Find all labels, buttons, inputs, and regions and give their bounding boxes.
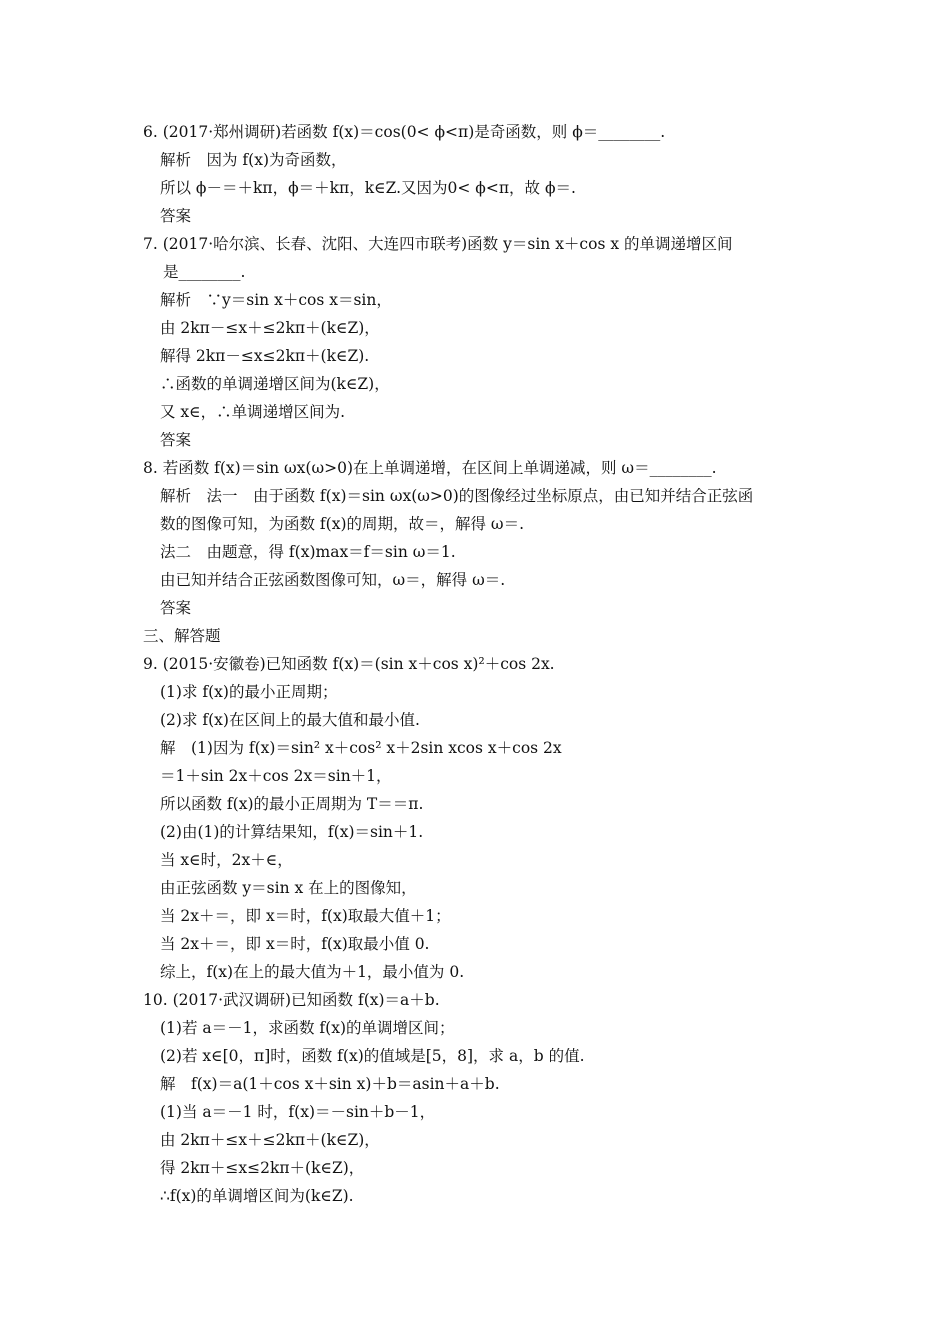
problem-10-part-1: (1)若 a＝－1，求函数 f(x)的单调增区间； — [160, 1019, 455, 1037]
problem-8-analysis: 解析 法一 由于函数 f(x)＝sin ωx(ω>0)的图像经过坐标原点，由已知并结合正弦函 — [160, 487, 754, 505]
problem-9-solution-step-7: 当 2x＋＝，即 x＝时，f(x)取最小值 0. — [160, 935, 430, 953]
problem-8-answer-label: 答案 — [160, 599, 192, 617]
problem-9-solution-step-3: (2)由(1)的计算结果知，f(x)＝sin＋1. — [160, 823, 424, 841]
problem-7-step-2: 解得 2kπ－≤x≤2kπ＋(k∈Z). — [160, 347, 370, 365]
problem-9-solution-step-1: ＝1＋sin 2x＋cos 2x＝sin＋1， — [160, 767, 392, 785]
problem-9-solution-step-6: 当 2x＋＝，即 x＝时，f(x)取最大值＋1； — [160, 907, 451, 925]
problem-8-method-2: 法二 由题意，得 f(x)max＝f＝sin ω＝1. — [160, 543, 456, 561]
problem-10-solution-step-1: (1)当 a＝－1 时，f(x)＝－sin＋b－1， — [160, 1103, 436, 1121]
problem-7-statement-cont: 是________. — [163, 263, 246, 281]
problem-9-part-1: (1)求 f(x)的最小正周期； — [160, 683, 338, 701]
problem-7-step-3: ∴函数的单调递增区间为(k∈Z)， — [160, 375, 390, 393]
section-heading: 三、解答题 — [143, 627, 221, 645]
problem-8-analysis-cont: 数的图像可知，为函数 f(x)的周期，故＝，解得 ω＝. — [160, 515, 524, 533]
problem-10-statement: 10. (2017·武汉调研)已知函数 f(x)＝a＋b. — [143, 991, 440, 1009]
problem-9-solution-step-5: 由正弦函数 y＝sin x 在上的图像知， — [160, 879, 417, 897]
problem-8-method-2-cont: 由已知并结合正弦函数图像可知，ω＝，解得 ω＝. — [160, 571, 506, 589]
problem-6-answer-label: 答案 — [160, 207, 192, 225]
problem-10-solution: 解 f(x)＝a(1＋cos x＋sin x)＋b＝asin＋a＋b. — [160, 1075, 500, 1093]
problem-7-step-1: 由 2kπ－≤x＋≤2kπ＋(k∈Z)， — [160, 319, 380, 337]
problem-8-statement: 8. 若函数 f(x)＝sin ωx(ω>0)在上单调递增，在区间上单调递减，则 ω＝________. — [143, 459, 717, 477]
problem-9-solution-step-4: 当 x∈时，2x＋∈， — [160, 851, 293, 869]
problem-7-step-4: 又 x∈，∴单调递增区间为. — [160, 403, 346, 421]
problem-6-analysis: 解析 因为 f(x)为奇函数， — [160, 151, 347, 169]
problem-9-solution-step-2: 所以函数 f(x)的最小正周期为 T＝＝π. — [160, 795, 424, 813]
problem-10-solution-step-4: ∴f(x)的单调增区间为(k∈Z). — [160, 1187, 354, 1205]
problem-7-analysis: 解析 ∵y＝sin x＋cos x＝sin， — [160, 291, 392, 309]
problem-6-derivation: 所以 ϕ－＝＋kπ，ϕ＝＋kπ，k∈Z.又因为0< ϕ<π，故 ϕ＝. — [160, 179, 576, 197]
problem-7-statement: 7. (2017·哈尔滨、长春、沈阳、大连四市联考)函数 y＝sin x＋cos x 的单调递增区间 — [143, 235, 733, 253]
problem-9-part-2: (2)求 f(x)在区间上的最大值和最小值. — [160, 711, 420, 729]
problem-10-solution-step-3: 得 2kπ＋≤x≤2kπ＋(k∈Z)， — [160, 1159, 365, 1177]
problem-10-part-2: (2)若 x∈[0，π]时，函数 f(x)的值域是[5，8]，求 a，b 的值. — [160, 1047, 585, 1065]
problem-9-statement: 9. (2015·安徽卷)已知函数 f(x)＝(sin x＋cos x)²＋cos 2x. — [143, 655, 555, 673]
problem-10-solution-step-2: 由 2kπ＋≤x＋≤2kπ＋(k∈Z)， — [160, 1131, 380, 1149]
problem-6-statement: 6. (2017·郑州调研)若函数 f(x)＝cos(0< ϕ<π)是奇函数，则 ϕ＝________. — [143, 123, 666, 141]
problem-9-solution: 解 (1)因为 f(x)＝sin² x＋cos² x＋2sin xcos x＋cos 2x — [160, 739, 562, 757]
problem-7-answer-label: 答案 — [160, 431, 192, 449]
problem-9-conclusion: 综上，f(x)在上的最大值为＋1，最小值为 0. — [160, 963, 465, 981]
